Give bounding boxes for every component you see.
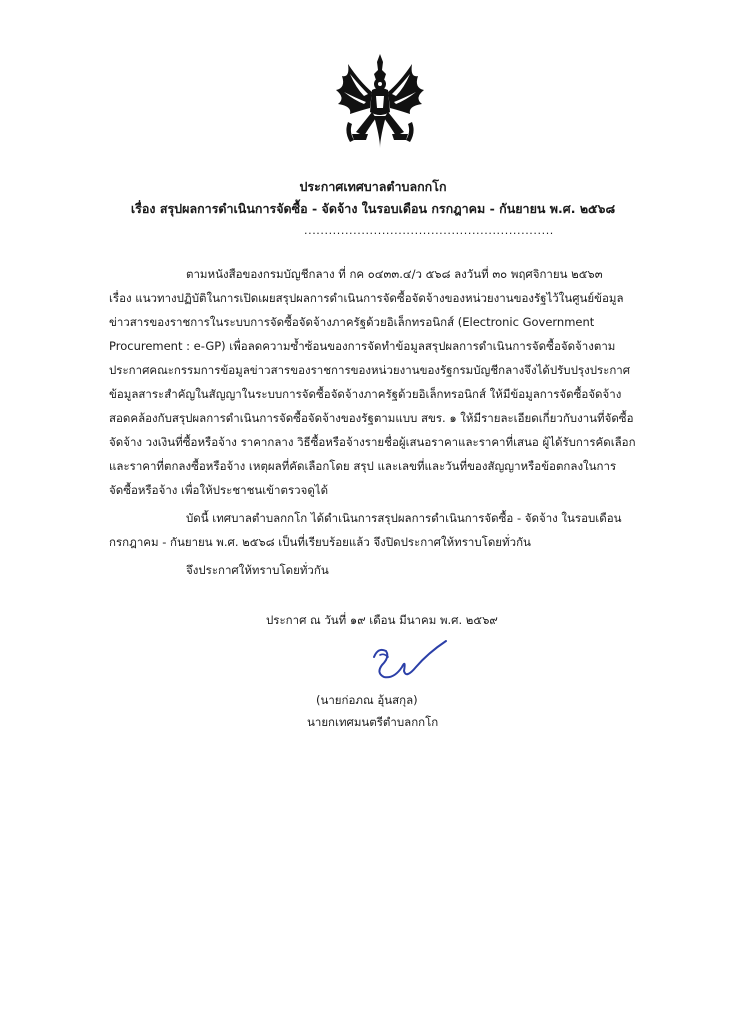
signer-title: นายกเทศมนตรีตำบลกกโก bbox=[307, 715, 439, 729]
paragraph1-line: สอดคล้องกับสรุปผลการดำเนินการจัดซื้อจัดจ้างของรัฐตามแบบ สขร. ๑ ให้มีรายละเอียดเกี่ยวกับงานที่จัดซื้อ bbox=[109, 411, 634, 425]
paragraph1-line: จัดซื้อหรือจ้าง เพื่อให้ประชาชนเข้าตรวจดูได้ bbox=[109, 483, 329, 497]
paragraph1-line: ข่าวสารของราชการในระบบการจัดซื้อจัดจ้างภาครัฐด้วยอิเล็กทรอนิกส์ (Electronic Government bbox=[109, 315, 595, 329]
paragraph2-line: บัดนี้ เทศบาลตำบลกกโก ได้ดำเนินการสรุปผลการดำเนินการจัดซื้อ - จัดจ้าง ในรอบเดือน bbox=[186, 511, 622, 525]
signer-name: (นายก่อภณ อุ้นสกุล) bbox=[316, 693, 418, 707]
paragraph1-line: ข้อมูลสาระสำคัญในสัญญาในระบบการจัดซื้อจัดจ้างภาครัฐด้วยอิเล็กทรอนิกส์ ให้มีข้อมูลการจัดซื้อจัดจ้าง bbox=[109, 387, 622, 401]
paragraph1-line: Procurement : e-GP) เพื่อลดความซ้ำซ้อนของการจัดทำข้อมูลสรุปผลการดำเนินการจัดซื้อจัดจ้างตาม bbox=[109, 339, 616, 353]
announcement-title: ประกาศเทศบาลตำบลกกโก bbox=[299, 179, 447, 194]
signature-image bbox=[360, 635, 450, 685]
paragraph1-line: และราคาที่ตกลงซื้อหรือจ้าง เหตุผลที่คัดเลือกโดย สรุป และเลขที่และวันที่ของสัญญาหรือข้อตกลงในการ bbox=[109, 459, 617, 473]
closing-line: จึงประกาศให้ทราบโดยทั่วกัน bbox=[186, 563, 329, 577]
paragraph1-line: ประกาศคณะกรรมการข้อมูลข่าวสารของราชการของหน่วยงานของรัฐกรมบัญชีกลางจึงได้ปรับปรุงประกาศ bbox=[109, 363, 631, 377]
title-separator: ............................................................. bbox=[304, 224, 554, 237]
paragraph1-line: ตามหนังสือของกรมบัญชีกลาง ที่ กค ๐๔๓๓.๔/ว ๕๖๘ ลงวันที่ ๓๐ พฤศจิกายน ๒๕๖๓ bbox=[186, 267, 603, 281]
paragraph1-line: จัดจ้าง วงเงินที่ซื้อหรือจ้าง ราคากลาง วิธีซื้อหรือจ้างรายชื่อผู้เสนอราคาและราคาที่เสนอ ผู้ได้รับการคัดเลือก bbox=[109, 435, 636, 449]
paragraph2-line: กรกฎาคม - กันยายน พ.ศ. ๒๕๖๘ เป็นที่เรียบร้อยแล้ว จึงปิดประกาศให้ทราบโดยทั่วกัน bbox=[109, 535, 531, 549]
announcement-subject: เรื่อง สรุปผลการดำเนินการจัดซื้อ - จัดจ้าง ในรอบเดือน กรกฎาคม - กันยายน พ.ศ. ๒๕๖๘ bbox=[130, 201, 616, 216]
garuda-emblem-icon bbox=[330, 52, 430, 150]
paragraph1-line: เรื่อง แนวทางปฏิบัติในการเปิดเผยสรุปผลการดำเนินการจัดซื้อจัดจ้างของหน่วยงานของรัฐไว้ในศูนย์ข้อมูล bbox=[109, 291, 624, 305]
announcement-date: ประกาศ ณ วันที่ ๑๙ เดือน มีนาคม พ.ศ. ๒๕๖๙ bbox=[266, 613, 498, 627]
